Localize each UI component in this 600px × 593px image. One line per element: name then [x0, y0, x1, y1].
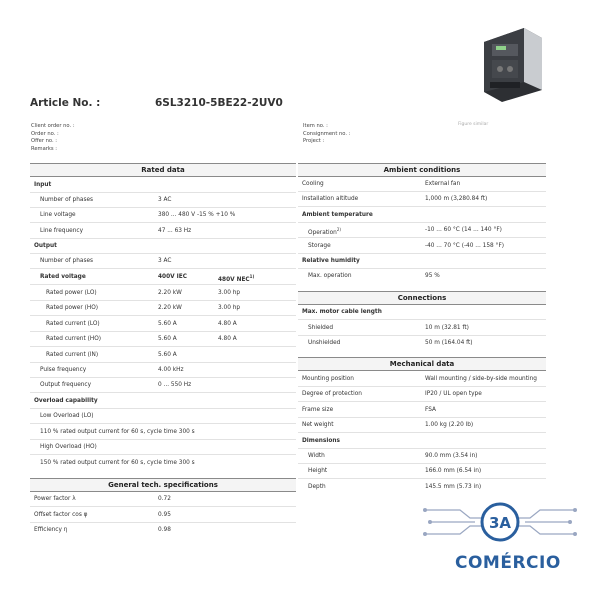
max-op-value: 95 %	[425, 273, 440, 279]
storage-value: -40 ... 70 °C (-40 ... 158 °F)	[425, 243, 505, 249]
current-in-v1: 5.60 A	[158, 352, 177, 358]
height-label: Height	[308, 468, 328, 474]
humidity-label: Relative humidity	[302, 258, 360, 264]
current-ho-v2: 4.80 A	[218, 336, 237, 342]
power-ho-label: Rated power (HO)	[46, 305, 99, 311]
rated-data-header: Rated data	[30, 163, 296, 177]
depth-value: 145.5 mm (5.73 in)	[425, 484, 482, 490]
mounting-label: Mounting position	[302, 376, 354, 382]
power-ho-v1: 2.20 kW	[158, 305, 182, 311]
article-number: 6SL3210-5BE22-2UV0	[155, 97, 283, 109]
width-value: 90.0 mm (3.54 in)	[425, 453, 478, 459]
cooling-value: External fan	[425, 181, 461, 187]
current-in-label: Rated current (IN)	[46, 352, 99, 358]
current-lo-label: Rated current (LO)	[46, 321, 100, 327]
rated-voltage-label: Rated voltage	[40, 274, 86, 280]
overload-label: Overload capability	[34, 398, 98, 404]
efficiency-value: 0.98	[158, 527, 171, 533]
power-lo-label: Rated power (LO)	[46, 290, 97, 296]
client-order-label: Client order no. :	[31, 123, 75, 129]
col-400v: 400V IEC	[158, 274, 187, 280]
operation-value: -10 ... 60 °C (14 ... 140 °F)	[425, 227, 502, 233]
operation-label: Operation$^{2)}$	[308, 227, 341, 236]
item-label: Item no. :	[303, 123, 328, 129]
ambient-header: Ambient conditions	[298, 163, 546, 177]
out-phases-value: 3 AC	[158, 258, 172, 264]
dimensions-label: Dimensions	[302, 438, 340, 444]
efficiency-label: Efficiency η	[34, 527, 68, 533]
offset-factor-value: 0.95	[158, 512, 171, 518]
power-lo-v2: 3.00 hp	[218, 290, 241, 296]
temp-label: Ambient temperature	[302, 212, 373, 218]
figure-note: Figure similar	[458, 122, 489, 127]
high-overload-text: 150 % rated output current for 60 s, cycle time 300 s	[40, 460, 195, 466]
power-factor-value: 0.72	[158, 496, 171, 502]
mounting-value: Wall mounting / side-by-side mounting	[425, 376, 537, 382]
power-factor-label: Power factor λ	[34, 496, 76, 502]
line-voltage-value: 380 ... 480 V -15 % +10 %	[158, 212, 236, 218]
storage-label: Storage	[308, 243, 331, 249]
general-header: General tech. specifications	[30, 478, 296, 492]
cable-length-label: Max. motor cable length	[302, 309, 382, 315]
meta-left	[31, 123, 75, 153]
power-ho-v2: 3.00 hp	[218, 305, 241, 311]
width-label: Width	[308, 453, 325, 459]
frame-size-label: Frame size	[302, 407, 334, 413]
meta-right	[303, 123, 350, 146]
net-weight-value: 1.00 kg (2.20 lb)	[425, 422, 474, 428]
power-lo-v1: 2.20 kW	[158, 290, 182, 296]
output-label: Output	[34, 243, 57, 249]
current-ho-v1: 5.60 A	[158, 336, 177, 342]
logo-badge: 3A	[488, 514, 512, 532]
low-overload-label: Low Overload (LO)	[40, 413, 94, 419]
unshielded-label: Unshielded	[308, 340, 341, 346]
altitude-label: Installation altitude	[302, 196, 359, 202]
project-label: Project :	[303, 138, 325, 144]
order-label: Order no. :	[31, 130, 59, 137]
col-480v: 480V NEC$^{1)}$	[218, 274, 255, 283]
product-image	[472, 24, 552, 104]
outfreq-label: Output frequency	[40, 382, 92, 388]
current-lo-v1: 5.60 A	[158, 321, 177, 327]
current-lo-v2: 4.80 A	[218, 321, 237, 327]
article-label: Article No. :	[30, 97, 101, 109]
out-phases-label: Number of phases	[40, 258, 94, 264]
line-frequency-label: Line frequency	[40, 228, 83, 234]
offset-factor-label: Offset factor cos φ	[34, 512, 88, 518]
current-ho-label: Rated current (HO)	[46, 336, 102, 342]
phases-label: Number of phases	[40, 197, 94, 203]
line-frequency-value: 47 ... 63 Hz	[158, 228, 192, 234]
outfreq-value: 0 ... 550 Hz	[158, 382, 192, 388]
depth-label: Depth	[308, 484, 326, 490]
max-op-label: Max. operation	[308, 273, 352, 279]
offer-label: Offer no. :	[31, 138, 58, 144]
input-label: Input	[34, 182, 52, 188]
unshielded-value: 50 m (164.04 ft)	[425, 340, 473, 346]
connections-header: Connections	[298, 291, 546, 305]
pulse-value: 4.00 kHz	[158, 367, 184, 373]
line-voltage-label: Line voltage	[40, 212, 76, 218]
pulse-label: Pulse frequency	[40, 367, 87, 373]
altitude-value: 1,000 m (3,280.84 ft)	[425, 196, 488, 202]
shielded-label: Shielded	[308, 325, 334, 331]
frame-size-value: FSA	[425, 407, 436, 413]
mechanical-header: Mechanical data	[298, 357, 546, 371]
cooling-label: Cooling	[302, 181, 324, 187]
remarks-label: Remarks :	[31, 145, 58, 152]
low-overload-text: 110 % rated output current for 60 s, cycle time 300 s	[40, 429, 195, 435]
net-weight-label: Net weight	[302, 422, 334, 428]
high-overload-label: High Overload (HO)	[40, 444, 97, 450]
phases-value: 3 AC	[158, 197, 172, 203]
protection-label: Degree of protection	[302, 391, 362, 397]
consignment-label: Consignment no. :	[303, 130, 351, 137]
height-value: 166.0 mm (6.54 in)	[425, 468, 482, 474]
logo-text: COMÉRCIO	[455, 553, 561, 573]
protection-value: IP20 / UL open type	[425, 391, 482, 397]
shielded-value: 10 m (32.81 ft)	[425, 325, 469, 331]
